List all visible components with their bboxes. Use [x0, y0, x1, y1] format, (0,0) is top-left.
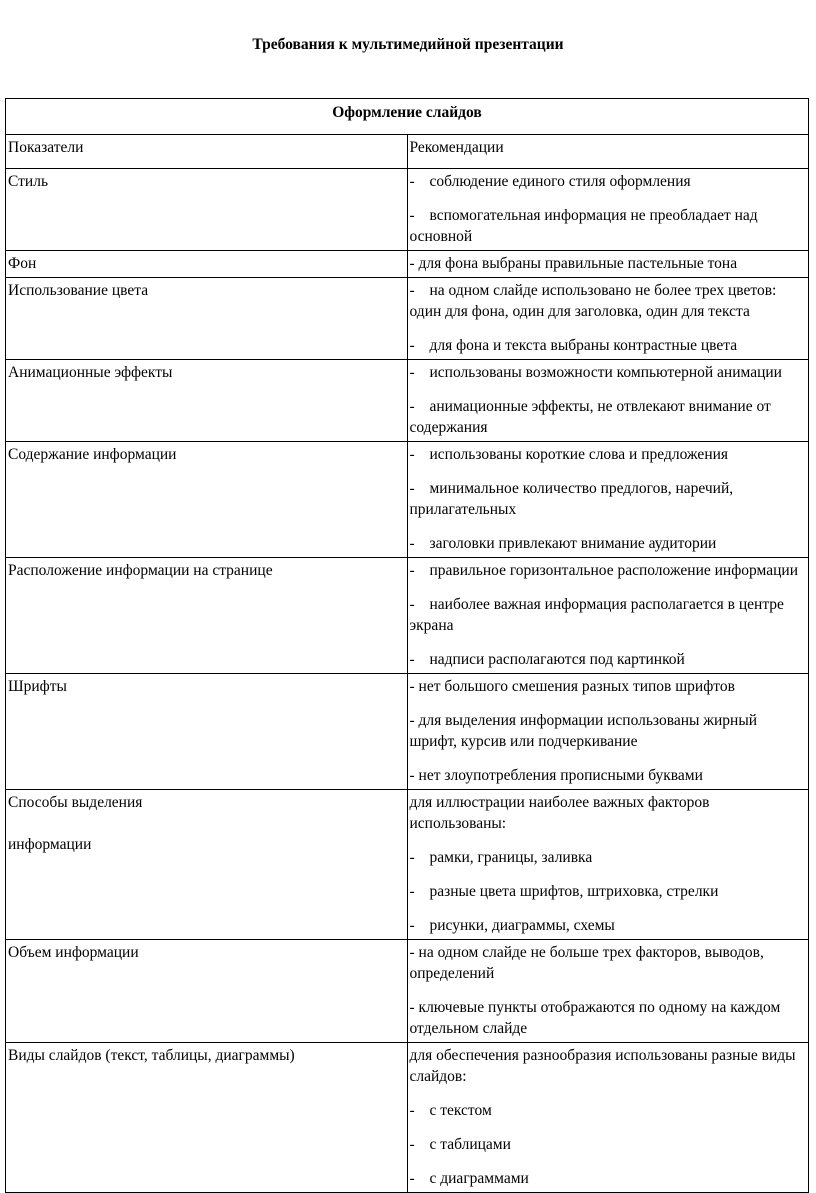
recommendation-text: наиболее важная информация располагается в центре экрана	[409, 596, 784, 634]
recommendation-text: с текстом	[429, 1102, 492, 1119]
table-row	[6, 169, 809, 251]
recommendation-item	[410, 649, 807, 670]
recommendation-item	[410, 396, 807, 438]
table-row	[6, 674, 809, 790]
recommendation-text: вспомогательная информация не преобладает над основной	[409, 207, 758, 245]
bullet-dash: -	[409, 446, 415, 463]
recommendation-cell	[407, 940, 809, 1043]
bullet-dash: -	[409, 883, 415, 900]
recommendation-text: разные цвета шрифтов, штриховка, стрелки	[429, 883, 719, 900]
indicator-cell: Анимационные эффекты	[6, 360, 408, 442]
recommendation-item	[410, 1168, 807, 1189]
recommendation-item	[410, 594, 807, 636]
table-row	[6, 558, 809, 674]
recommendation-cell	[407, 558, 809, 674]
bullet-dash: -	[409, 173, 415, 190]
recommendation-item	[410, 710, 807, 752]
recommendation-text: - нет большого смешения разных типов шрифтов	[409, 678, 735, 695]
recommendation-text: использованы возможности компьютерной анимации	[429, 364, 782, 381]
bullet-dash: -	[409, 207, 415, 224]
recommendation-text: для фона и текста выбраны контрастные цвета	[429, 337, 738, 354]
recommendation-text: - для фона выбраны правильные пастельные тона	[409, 255, 738, 272]
recommendation-text: - ключевые пункты отображаются по одному на каждом отдельном слайде	[409, 999, 781, 1037]
recommendation-cell	[407, 251, 809, 278]
table-row	[6, 278, 809, 360]
table-row	[6, 360, 809, 442]
indicator-cell: Расположение информации на странице	[6, 558, 408, 674]
recommendation-cell	[407, 790, 809, 940]
recommendation-cell	[407, 442, 809, 558]
indicator-cell: Способы выделения информации	[6, 790, 408, 940]
indicator-cell: Объем информации	[6, 940, 408, 1043]
section-header-row	[6, 99, 809, 135]
indicator-cell: Шрифты	[6, 674, 408, 790]
recommendation-item	[410, 478, 807, 520]
recommendation-item	[410, 942, 807, 984]
recommendation-item	[410, 881, 807, 902]
column-header-row	[6, 135, 809, 169]
recommendation-text: правильное горизонтальное расположение информации	[429, 562, 798, 579]
indicator-cell: Фон	[6, 251, 408, 278]
recommendation-text: соблюдение единого стиля оформления	[429, 173, 691, 190]
indicator-cell: Содержание информации	[6, 442, 408, 558]
bullet-dash: -	[409, 337, 415, 354]
recommendation-item	[410, 1045, 807, 1087]
recommendation-item	[410, 362, 807, 383]
bullet-dash: -	[409, 562, 415, 579]
recommendation-text: - для выделения информации использованы жирный шрифт, курсив или подчеркивание	[409, 712, 758, 750]
recommendation-item	[410, 560, 807, 581]
recommendation-text: на одном слайде использовано не более трех цветов: один для фона, один для заголовка, один для текста	[409, 282, 777, 320]
recommendation-text: для иллюстрации наиболее важных факторов использованы:	[409, 794, 710, 832]
recommendation-item	[410, 915, 807, 936]
bullet-dash: -	[409, 651, 415, 668]
recommendation-item	[410, 1134, 807, 1155]
section-header: Оформление слайдов	[6, 99, 809, 135]
recommendation-cell	[407, 169, 809, 251]
recommendation-text: использованы короткие слова и предложения	[429, 446, 729, 463]
recommendation-item	[410, 253, 807, 274]
bullet-dash: -	[409, 1136, 415, 1153]
recommendation-cell	[407, 360, 809, 442]
bullet-dash: -	[409, 849, 415, 866]
recommendation-text: рисунки, диаграммы, схемы	[429, 917, 615, 934]
indicator-cell: Использование цвета	[6, 278, 408, 360]
bullet-dash: -	[409, 398, 415, 415]
recommendation-text: рамки, границы, заливка	[429, 849, 593, 866]
bullet-dash: -	[409, 480, 415, 497]
bullet-dash: -	[409, 917, 415, 934]
recommendation-item	[410, 765, 807, 786]
recommendation-text: анимационные эффекты, не отвлекают внимание от содержания	[409, 398, 771, 436]
indicator-cell: Стиль	[6, 169, 408, 251]
bullet-dash: -	[409, 535, 415, 552]
recommendation-item	[410, 847, 807, 868]
recommendation-item	[410, 997, 807, 1039]
recommendation-text: для обеспечения разнообразия использованы разные виды слайдов:	[409, 1047, 796, 1085]
recommendation-item	[410, 676, 807, 697]
requirements-table	[5, 98, 809, 1193]
recommendation-item	[410, 533, 807, 554]
table-row	[6, 940, 809, 1043]
recommendation-cell	[407, 674, 809, 790]
bullet-dash: -	[409, 1170, 415, 1187]
document-title: Требования к мультимедийной презентации	[252, 36, 564, 53]
bullet-dash: -	[409, 1102, 415, 1119]
bullet-dash: -	[409, 364, 415, 381]
bullet-dash: -	[409, 596, 415, 613]
table-row	[6, 790, 809, 940]
recommendation-item	[410, 171, 807, 192]
recommendation-text: заголовки привлекают внимание аудитории	[429, 535, 717, 552]
column-header-indicators: Показатели	[6, 135, 408, 169]
table-row	[6, 1043, 809, 1193]
recommendation-cell	[407, 1043, 809, 1193]
recommendation-text: надписи располагаются под картинкой	[429, 651, 685, 668]
column-header-recommendations: Рекомендации	[407, 135, 809, 169]
recommendation-item	[410, 444, 807, 465]
recommendation-text: с диаграммами	[429, 1170, 529, 1187]
recommendation-text: минимальное количество предлогов, наречий, прилагательных	[409, 480, 734, 518]
table-row	[6, 442, 809, 558]
recommendation-cell	[407, 278, 809, 360]
bullet-dash: -	[409, 282, 415, 299]
recommendation-item	[410, 335, 807, 356]
recommendation-item	[410, 1100, 807, 1121]
indicator-cell: Виды слайдов (текст, таблицы, диаграммы)	[6, 1043, 408, 1193]
recommendation-item	[410, 792, 807, 834]
recommendation-item	[410, 205, 807, 247]
recommendation-text: - на одном слайде не больше трех факторов, выводов, определений	[409, 944, 764, 982]
recommendation-item	[410, 280, 807, 322]
recommendation-text: с таблицами	[429, 1136, 511, 1153]
recommendation-text: - нет злоупотребления прописными буквами	[409, 767, 703, 784]
table-row	[6, 251, 809, 278]
